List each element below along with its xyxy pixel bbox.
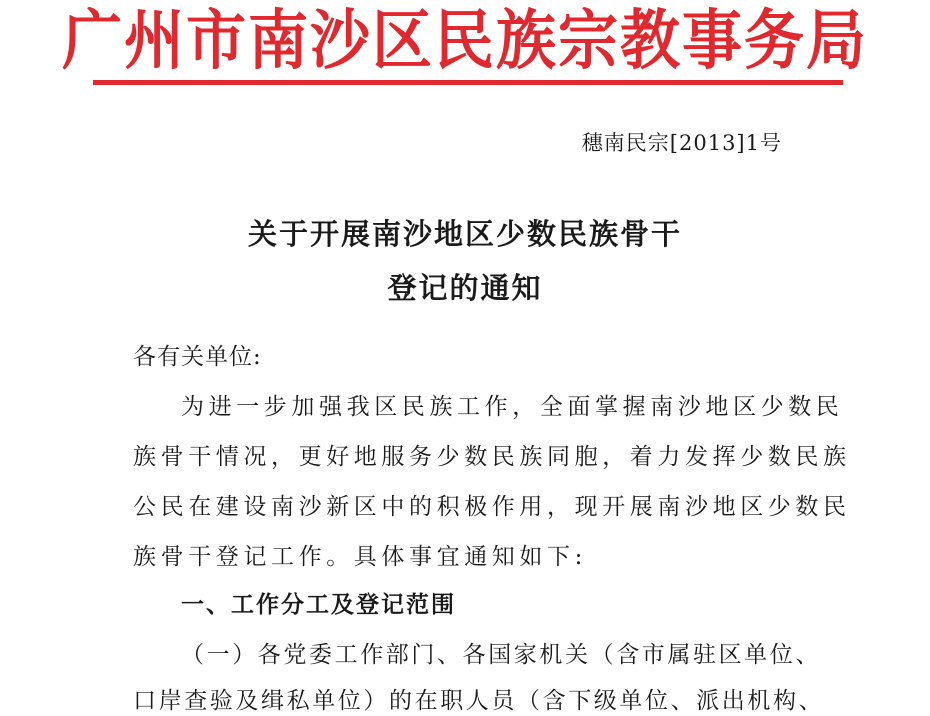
section-1-paragraph-line-2: 口岸查验及缉私单位）的在职人员（含下级单位、派出机构、 — [133, 688, 825, 714]
notice-title-line-2: 登记的通知 — [387, 271, 543, 305]
document-number: 穗南民宗[2013]1号 — [581, 131, 782, 155]
section-1-paragraph-line-1: （一）各党委工作部门、各国家机关（含市属驻区单位、 — [181, 642, 821, 668]
body-paragraph-1-line-1: 为进一步加强我区民族工作，全面掌握南沙地区少数民 — [181, 394, 844, 420]
body-paragraph-1-line-3: 公民在建设南沙新区中的积极作用，现开展南沙地区少数民 — [133, 494, 851, 520]
section-1-heading: 一、工作分工及登记范围 — [181, 592, 456, 618]
issuing-authority-masthead: 广州市南沙区民族宗教事务局 — [62, 3, 868, 79]
salutation: 各有关单位: — [133, 344, 262, 370]
masthead-red-rule — [93, 80, 843, 85]
notice-title-line-1: 关于开展南沙地区少数民族骨干 — [247, 217, 682, 251]
body-paragraph-1-line-4: 族骨干登记工作。具体事宜通知如下: — [133, 544, 587, 570]
body-paragraph-1-line-2: 族骨干情况，更好地服务少数民族同胞，着力发挥少数民族 — [133, 444, 851, 470]
